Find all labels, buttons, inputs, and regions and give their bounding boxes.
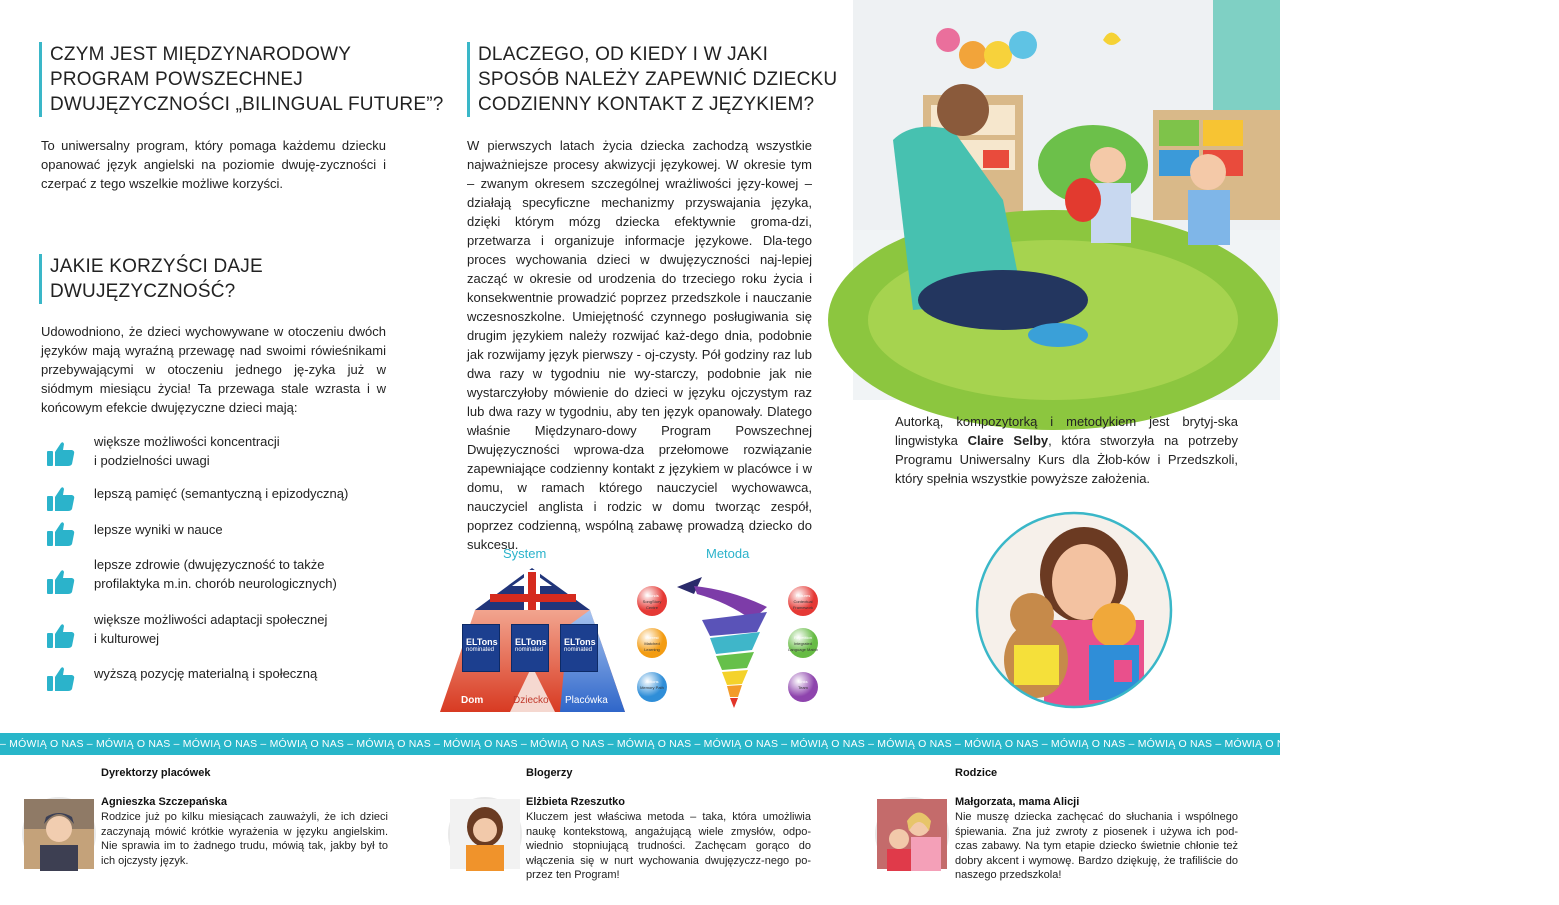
- avatar-photo: [450, 799, 520, 869]
- method-bubble: [788, 672, 818, 702]
- testimonial-author: Elżbieta Rzeszutko: [526, 796, 626, 808]
- thumbs-up-icon: [46, 520, 76, 548]
- pyramid-label-dziecko: Dziecko: [513, 695, 549, 706]
- heading-benefits: [39, 254, 410, 304]
- testimonial-text: Kluczem jest właściwa metoda – taka, która umożliwia naukę kontekstową, angażującą wiele zmysłów, odpo-wiednio stopniującą trudności. Zachęcam gorąco do włączenia się w nurt wychowania dwujęzyczz-nego po-przez ten Program!: [526, 811, 811, 882]
- author-text: , która stworzyła na potrzeby Programu Uniwersalny Kurs dla Żłob-ków i Przedszkoli, który spełnia wszystkie powyższe założenia.: [895, 433, 1238, 486]
- heading-line: DLACZEGO, OD KIEDY I W JAKI: [478, 44, 769, 65]
- book-title: ELTons: [564, 637, 596, 647]
- benefits-intro-paragraph: Udowodniono, że dzieci wychowywane w otoczeniu dwóch języków mają wyraźną przewagę nad swoimi rówieśnikami przebywającymi w otoczeniu jednego ję-zyka już w siódmym miesiącu życia! Ta przewaga stale wzrasta i w końcowym efekcie dwujęzyczne dzieci mają:: [41, 324, 386, 415]
- language-acquisition-paragraph: W pierwszych latach życia dziecka zachodzą wszystkie najważniejsze procesy akwizycji językowej. W okresie tym – zwanym okresem szczególnej wrażliwości języ-kowej – działają specyficzne mechanizmy przyswajania języka, dzięki którym mózg dziecka efektywnie groma-dzi, przetwarza i organizuje informacje językowe. Dla-tego proces wychowania dzieci w dwujęzyczności naj-lepiej zacząć w okresie od urodzenia do trzeciego roku życia i konsekwentnie prowadzić poprzez przedszkole i nauczanie wczesnoszkolne. Umiejętność czynnego posługiwania się drugim językiem należy rozwijać każ-dego dnia, podobnie jak rozwijamy język pierwszy - oj-czysty. Pół godziny raz lub dwa razy w tygodniu nie wy-starczy, podobnie jak nie wystarczyłoby mówienie do dzieci w języku ojczystym raz lub dwa razy w tygodniu, aby ten język opanowały. Dlatego właśnie Międzynaro-dowy Program Powszechnej Dwujęzyczności wprowa-dza przełomowe rozwiązanie zapewniające codzienny kontakt z językiem w placówce i w domu, w ramach którego nauczyciel wychowawca, nauczyciel anglista i rodzic w domu tworząc zespół, poprzez codzienną, wspólną zabawę prowadzą dziecko do sukcesu.: [467, 138, 812, 552]
- thumbs-up-icon: [46, 622, 76, 650]
- author-paragraph: [895, 412, 1238, 488]
- testimonial-author: Małgorzata, mama Alicji: [955, 796, 1080, 808]
- avatar: [875, 797, 949, 871]
- avatar: [22, 797, 96, 871]
- benefit-text: większe możliwości adaptacji społecznej i kulturowej: [94, 612, 328, 646]
- testimonials-ribbon: [0, 733, 1559, 755]
- testimonial-category: Dyrektorzy placówek: [101, 767, 211, 779]
- benefit-text: wyższą pozycję materialną i społeczną: [94, 666, 318, 681]
- bubble-title: Actions: [645, 679, 659, 684]
- ribbon-text: – MÓWIĄ O NAS – MÓWIĄ O NAS – MÓWIĄ O NAS – MÓWIĄ O NAS – MÓWIĄ O NAS – MÓWIĄ O NAS – MÓWIĄ O NAS – MÓWIĄ O NAS – MÓWIĄ O NAS – MÓWIĄ O NAS – MÓWIĄ O NAS – MÓWIĄ O NAS – MÓWIĄ O NAS – MÓWIĄ O NAS – MÓWIĄ O NAS – MÓWIĄ O NAS – MÓWIĄ O NAS – MÓWIĄ O NAS: [0, 738, 1559, 750]
- book-subtitle: nominated: [564, 647, 593, 653]
- testimonial-text: Nie muszę dziecka zachęcać do słuchania i wspólnego śpiewania. Zna już zwroty z piosenek i używa ich pod-czas zabawy. Na tym etapie dziecko świetnie chłonie też dobry akcent i wymowę. Bardzo dziękuję, że trafiliście do naszego przedszkola!: [955, 811, 1238, 882]
- heading-line: PROGRAM POWSZECHNEJ: [50, 69, 303, 90]
- thumbs-up-icon: [46, 485, 76, 513]
- heading-line: DWUJĘZYCZNOŚCI „BILINGUAL FUTURE”?: [50, 94, 444, 115]
- heading-what-is-program: [39, 42, 444, 117]
- pyramid-label-dom: Dom: [461, 695, 484, 706]
- bubble-title: Sounds: [645, 593, 659, 598]
- heading-line: CZYM JEST MIĘDZYNARODOWY: [50, 44, 352, 65]
- heading-why-when-how: [467, 42, 848, 117]
- method-bubble: [788, 628, 818, 658]
- testimonial-category: Blogerzy: [526, 767, 573, 779]
- bubble-caption: Team: [798, 685, 808, 690]
- heading-line: JAKIE KORZYŚCI DAJE: [50, 256, 263, 277]
- avatar: [448, 797, 522, 871]
- benefit-text: lepszą pamięć (semantyczną i epizodyczną): [94, 486, 349, 501]
- classroom-photo: [853, 0, 1280, 400]
- book-title: ELTons: [466, 637, 498, 647]
- product-box: [560, 624, 598, 672]
- bubble-caption: Contextual Framework: [792, 599, 813, 610]
- pyramid-label-placowka: Placówka: [565, 695, 608, 706]
- author-portrait: [974, 510, 1174, 710]
- testimonial-category: Rodzice: [955, 767, 998, 779]
- heading-line: DWUJĘZYCZNOŚĆ?: [50, 281, 236, 302]
- book-subtitle: nominated: [515, 647, 544, 653]
- testimonial: [526, 795, 811, 883]
- metoda-label: Metoda: [706, 546, 750, 561]
- product-box: [462, 624, 500, 672]
- bubble-caption: Matched Learning: [644, 641, 660, 652]
- method-bubble: [788, 586, 818, 616]
- bubble-title: Pictures: [795, 593, 811, 598]
- metoda-spiral-graphic: [672, 572, 782, 712]
- system-label: System: [503, 546, 547, 561]
- heading-line: CODZIENNY KONTAKT Z JĘZYKIEM?: [478, 94, 815, 115]
- method-bubble: [637, 628, 667, 658]
- author-text: Autorką, kompozytorką i metodykiem jest brytyj-ska lingwistyka: [895, 414, 1238, 448]
- benefit-text: większe możliwości koncentracji i podzielności uwagi: [94, 434, 280, 468]
- avatar-photo: [24, 799, 94, 869]
- book-title: ELTons: [515, 637, 547, 647]
- method-bubble: [637, 672, 667, 702]
- bubble-caption: Memory Path: [640, 685, 664, 690]
- testimonial: [955, 795, 1238, 883]
- author-name: Claire Selby: [967, 433, 1049, 448]
- bubble-caption: Integrated Language Matrix: [788, 641, 818, 652]
- intro-paragraph: To uniwersalny program, który pomaga każdemu dziecku opanować język angielski na poziomie dwuję-zyczności i czerpać z tego wszelkie możliwe korzyści.: [41, 138, 386, 191]
- method-bubble: [637, 586, 667, 616]
- bubble-title: Links: [798, 679, 808, 684]
- testimonial-text: Rodzice już po kilku miesiącach zauważyli, że ich dzieci zaczynają mówić krótkie wyrażenia w języku angielskim. Nie sprawia im to żadnego trudu, mówią tak, jakby był to ich ojczysty język.: [101, 811, 388, 867]
- product-box: [511, 624, 549, 672]
- testimonial-author: Agnieszka Szczepańska: [101, 796, 227, 808]
- bubble-caption: SongStory Centre: [642, 599, 662, 610]
- benefit-text: lepsze wyniki w nauce: [94, 522, 223, 537]
- avatar-photo: [877, 799, 947, 869]
- testimonial: [101, 795, 388, 868]
- thumbs-up-icon: [46, 440, 76, 468]
- bubble-title: Repetition: [793, 635, 812, 640]
- heading-line: SPOSÓB NALEŻY ZAPEWNIĆ DZIECKU: [478, 69, 838, 90]
- book-subtitle: nominated: [466, 647, 495, 653]
- thumbs-up-icon: [46, 568, 76, 596]
- thumbs-up-icon: [46, 665, 76, 693]
- benefit-text: lepsze zdrowie (dwujęzyczność to także profilaktyka m.in. chorób neurologicznych): [94, 557, 337, 591]
- bubble-title: Interest: [645, 635, 659, 640]
